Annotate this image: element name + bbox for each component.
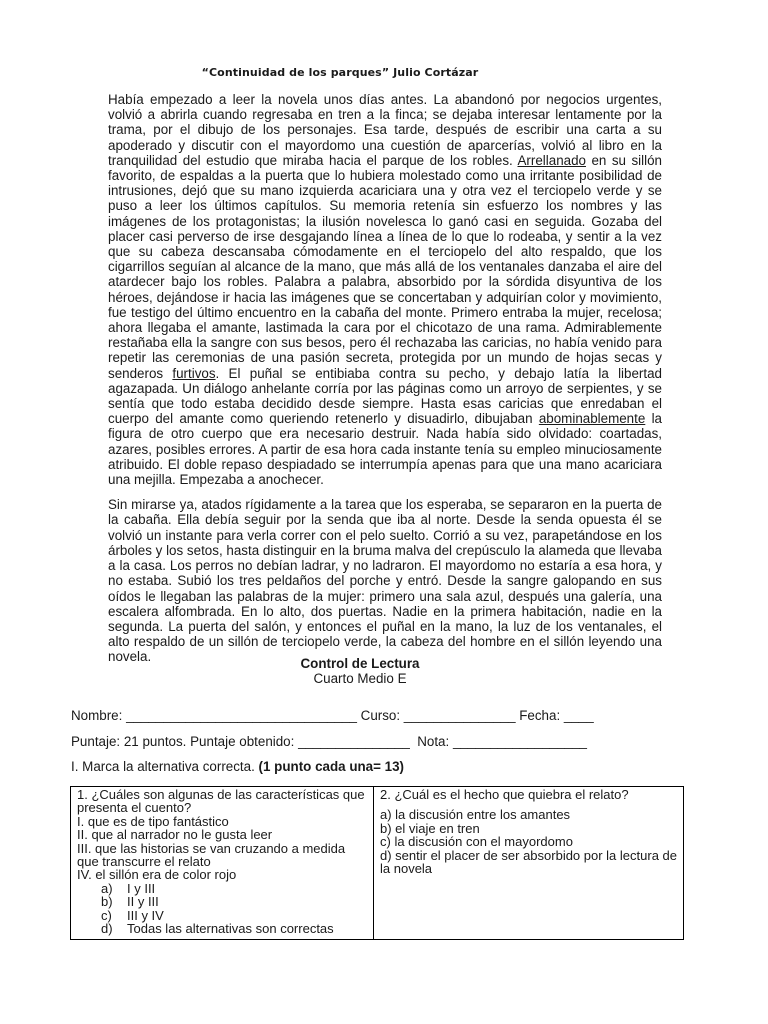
question-1-item: II. que al narrador no le gusta leer — [77, 827, 273, 843]
question-1-option — [77, 882, 367, 895]
reading-control-header — [0, 656, 720, 686]
option-text: II y III — [127, 894, 159, 910]
story-text-segment: . El puñal se entibiaba contra su pecho, y debajo latía la libertad agazapada. Un diálogo anhelante corría por las páginas como un arroyo de serpientes, y se sentía que todo estaba decidido desde siempre. Hasta esas caricias que enredaban el cuerpo del amante como queriendo retenerlo y disuadirlo, dibujaban — [108, 365, 662, 427]
story-text-segment: en su sillón favorito, de espaldas a la puerta que lo hubiera molestado como una irritante posibilidad de intrusiones, dejó que su mano izquierda acariciara una y otra vez el terciopelo verde y se puso a leer los últimos capítulos. Su memoria retenía sin esfuerzo los nombres y las imágenes de los protagonistas; la ilusión novelesca lo ganó casi en seguida. Gozaba del placer casi perverso de irse desgajando línea a línea de lo que lo rodeaba, y sentir a la vez que su cabeza descansaba cómodamente en el terciopelo del alto respaldo, que los cigarrillos seguían al alcance de la mano, que más allá de los ventanales danzaba el aire del atardecer bajo los robles. Palabra a palabra, absorbido por la sórdida disyuntiva de los héroes, dejándose ir hacia las imágenes que se concertaban y adquirían color y movimiento, fue testigo del último encuentro en la cabaña del monte. Primero entraba la mujer, recelosa; ahora llegaba el amante, lastimada la cara por el chicotazo de una rama. Admirablemente restañaba ella la sangre con sus besos, pero él rechazaba las caricias, no había venido para repetir las ceremonias de una pasión secreta, protegida por un mundo de hojas secas y senderos — [108, 152, 662, 381]
question-1-stem: 1. ¿Cuáles son algunas de las características que presenta el cuento? — [77, 787, 365, 816]
document-title: “Continuidad de los parques” Julio Cortázar — [201, 66, 479, 79]
instruction-points: (1 punto cada una= 13) — [258, 759, 405, 774]
option-letter: a) — [101, 880, 113, 896]
story-text — [108, 92, 662, 675]
underlined-word-abominablemente: abominablemente — [538, 411, 646, 427]
question-2-option: b) el viaje en tren — [380, 820, 480, 836]
question-2-option: d) sentir el placer de ser absorbido por la lectura de la novela — [380, 847, 677, 877]
question-1-item: III. que las historias se van cruzando a medida que transcurre el relato — [77, 840, 346, 870]
option-letter: c) — [101, 907, 112, 923]
underlined-word-arrellanado: Arrellanado — [517, 152, 586, 168]
question-1-item: IV. el sillón era de color rojo — [77, 867, 237, 883]
question-1-option — [77, 909, 367, 922]
story-paragraph-2: Sin mirarse ya, atados rígidamente a la tarea que los esperaba, se separaron en la puerta de la cabaña. Ella debía seguir por la senda que iba al norte. Desde la senda opuesta él se volvió un instante para verla correr con el pelo suelto. Corrió a su vez, parapetándose en los árboles y los setos, hasta distinguir en la bruma malva del crepúsculo la alameda que llevaba a la casa. Los perros no debían ladrar, y no ladraron. El mayordomo no estaría a esa hora, y no estaba. Subió los tres peldaños del porche y entró. Desde la sangre galopando en sus oídos le llegaban las palabras de la mujer: primero una sala azul, después una galería, una escalera alfombrada. En lo alto, dos puertas. Nadie en la primera habitación, nadie en la segunda. La puerta del salón, y entonces el puñal en la mano, la luz de los ventanales, el alto respaldo de un sillón de terciopelo verde, la cabeza del hombre en el sillón leyendo una novela. — [108, 497, 662, 665]
question-2-stem: 2. ¿Cuál es el hecho que quiebra el relato? — [380, 787, 629, 802]
control-heading: Control de Lectura — [300, 656, 420, 671]
student-info-line: Nombre: _______________________________ Curso: _______________ Fecha: ____ — [71, 708, 594, 723]
course-label: Cuarto Medio E — [313, 671, 407, 686]
option-text: I y III — [127, 880, 156, 896]
instruction-line — [71, 759, 404, 774]
question-1-option — [77, 895, 367, 908]
questions-table — [70, 786, 684, 940]
option-text: III y IV — [127, 907, 164, 923]
question-1-item: I. que es de tipo fantástico — [77, 813, 229, 829]
option-letter: b) — [101, 894, 113, 910]
question-1-cell — [71, 787, 374, 940]
underlined-word-furtivos: furtivos — [172, 365, 216, 381]
question-2-cell — [374, 787, 684, 940]
option-text: Todas las alternativas son correctas — [127, 921, 334, 937]
instruction-text: I. Marca la alternativa correcta. — [71, 759, 259, 774]
option-letter: d) — [101, 921, 113, 937]
question-1-option — [77, 922, 367, 935]
story-text-segment: la figura de otro cuerpo que era necesario destruir. Nada había sido olvidado: coartadas, azares, posibles errores. A partir de esa hora cada instante tenía su empleo minuciosamente atribuido. El doble repaso despiadado se interrumpía apenas para que una mano acariciara una mejilla. Empezaba a anochecer. — [108, 411, 662, 488]
question-2-option: a) la discusión entre los amantes — [380, 807, 571, 823]
story-paragraph-1 — [108, 92, 662, 487]
score-line: Puntaje: 21 puntos. Puntaje obtenido: _______________ Nota: __________________ — [71, 734, 587, 749]
question-2-option: c) la discusión con el mayordomo — [380, 834, 573, 850]
story-text-segment: Había empezado a leer la novela unos días antes. La abandonó por negocios urgentes, volvió a abrirla cuando regresaba en tren a la finca; se dejaba interesar lentamente por la trama, por el dibujo de los personajes. Esa tarde, después de escribir una carta a su apoderado y discutir con el mayordomo una cuestión de aparcerías, volvió al libro en la tranquilidad del estudio que miraba hacia el parque de los robles. — [108, 92, 662, 168]
